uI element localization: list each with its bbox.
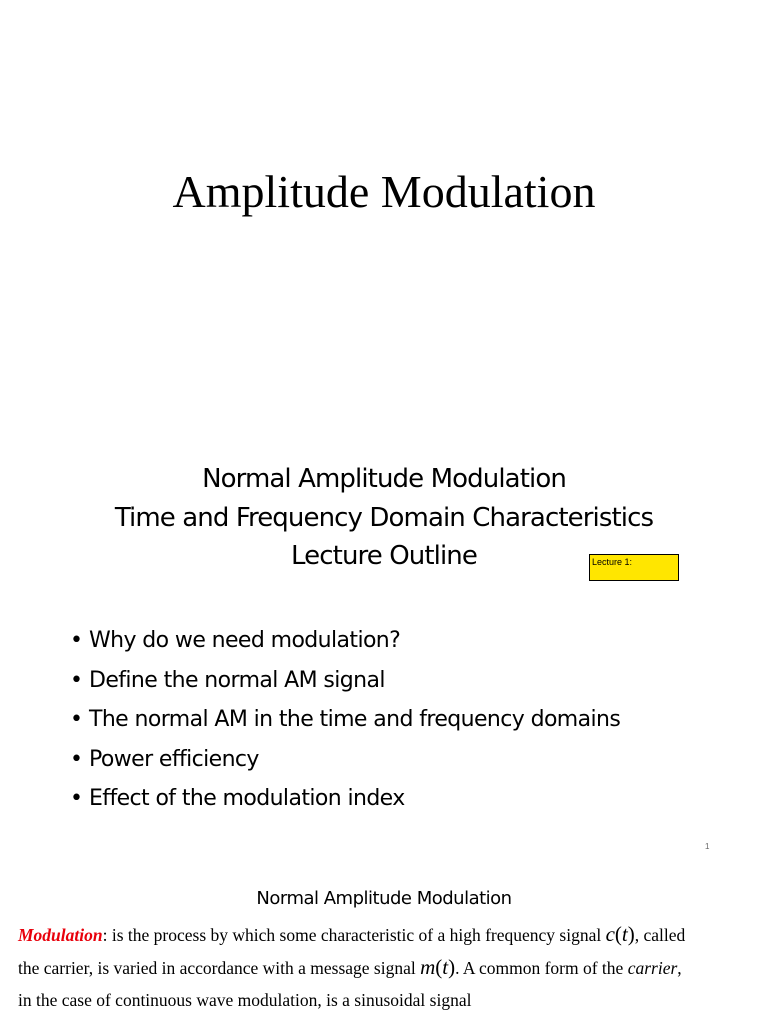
bullet-item bbox=[70, 661, 620, 701]
line-1-text: : is the process by which some characteristic of a high frequency signal bbox=[102, 925, 606, 945]
bullet-item bbox=[70, 700, 620, 740]
bullet-icon: • bbox=[70, 667, 83, 693]
message-symbol: m(t) bbox=[420, 955, 456, 979]
outline-bullet-list bbox=[70, 621, 620, 819]
page-number: 1 bbox=[705, 842, 710, 851]
document-title: Amplitude Modulation bbox=[172, 166, 596, 217]
term-modulation: Modulation bbox=[18, 925, 103, 945]
bullet-text: The normal AM in the time and frequency domains bbox=[89, 707, 621, 732]
bullet-icon: • bbox=[70, 707, 83, 732]
bullet-item bbox=[70, 621, 620, 661]
section-heading: Normal Amplitude Modulation bbox=[256, 888, 512, 909]
bullet-text: Effect of the modulation index bbox=[89, 786, 405, 811]
bullet-text: Define the normal AM signal bbox=[89, 667, 385, 693]
paragraph-line-3: in the case of continuous wave modulation, is a sinusoidal signal bbox=[18, 990, 472, 1010]
bullet-item bbox=[70, 779, 620, 819]
bullet-item bbox=[70, 740, 620, 780]
line-1-tail: , called bbox=[634, 925, 686, 945]
outline-heading-line-1: Normal Amplitude Modulation bbox=[202, 464, 566, 494]
line-2-mid: . A common form of the bbox=[455, 958, 628, 978]
bullet-text: Why do we need modulation? bbox=[89, 628, 401, 653]
line-2-tail: , bbox=[677, 958, 682, 978]
paragraph-line-2 bbox=[18, 951, 758, 984]
paragraph-line-1 bbox=[18, 918, 758, 951]
lecture-note-box: Lecture 1: bbox=[589, 554, 679, 581]
slide-lecture-outline bbox=[0, 440, 768, 860]
outline-heading-line-3: Lecture Outline bbox=[291, 541, 477, 571]
definition-paragraph bbox=[18, 918, 758, 1016]
bullet-icon: • bbox=[70, 628, 83, 653]
bullet-icon: • bbox=[70, 786, 83, 811]
carrier-symbol: c(t) bbox=[605, 922, 635, 946]
outline-heading-line-2: Time and Frequency Domain Characteristics bbox=[114, 502, 654, 533]
line-2-text: the carrier, is varied in accordance with a message signal bbox=[18, 958, 421, 978]
bullet-text: Power efficiency bbox=[89, 746, 259, 772]
carrier-word: carrier bbox=[627, 958, 678, 978]
bullet-icon: • bbox=[70, 746, 83, 772]
